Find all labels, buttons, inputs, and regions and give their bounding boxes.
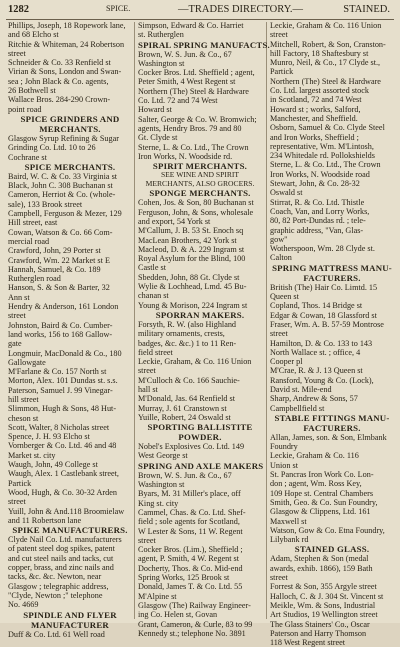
entry-line: Hanson, S. & Son & Barter, 32 — [8, 283, 110, 293]
entry-line: Market st. city — [8, 450, 56, 460]
entry-line: Black, John C. 308 Buchanan st — [8, 181, 113, 191]
entry-line: Cocker Bros. (Lim.), Sheffield ; — [138, 545, 243, 555]
entry-line: Meikle, Wm. & Sons, Industrial — [270, 600, 376, 610]
entry-line: Hamilton, D. & Co. 133 to 143 — [270, 338, 373, 348]
section-heading: MERCHANTS. — [39, 123, 101, 134]
entry-line: Brown, W. S. Jun. & Co., 67 — [138, 470, 232, 480]
entry-line: Castle st — [138, 263, 166, 273]
entry-line: Union st — [270, 460, 298, 470]
entry-line: No. 4669 — [8, 600, 39, 610]
entry-line: badges, &c. &c.) 1 to 11 Ren- — [138, 338, 237, 348]
entry-line: Washington st — [138, 58, 185, 68]
entry-line: Fraser, Wm. A. B. 57-59 Montrose — [270, 319, 384, 329]
entry-line: Co. Ltd. 72 and 74 West — [138, 96, 218, 106]
entry-line: MacLean Brothers, 42 York st — [138, 235, 237, 245]
entry-line: 109 Hope st. Central Chambers — [270, 488, 374, 498]
entry-line: Cowan, Watson & Co. 66 Com- — [8, 227, 113, 237]
entry-line: M'Callum, J. B. 53 St. Enoch sq — [138, 226, 244, 236]
entry-line: hill Factory, 18 Shaftesbury st — [270, 48, 369, 58]
entry-line: ing Co. Helen st, Govan — [138, 610, 218, 620]
entry-line: 234 Whitedale rd. Pollokshields — [270, 151, 375, 161]
entry-line: Yuill, John & And.118 Broomielaw — [8, 506, 125, 516]
entry-line: and 68 Elcho st — [8, 30, 59, 40]
entry-line: Byars, M. 31 Miller's place, off — [138, 489, 241, 499]
entry-line: Adam, Stephen & Son (medal — [270, 554, 369, 564]
header-left-word: SPICE. — [106, 4, 131, 13]
entry-line: cheson st — [8, 413, 39, 423]
entry-line: military ornaments, crests, — [138, 329, 225, 339]
entry-line: Clyde Nail Co. Ltd. manufacturers — [8, 535, 122, 545]
entry-line: M'Farlane & Co. 157 North st — [8, 367, 107, 377]
entry-line: Schneider & Co. 33 Renfield st — [8, 58, 111, 68]
entry-line: Glasgow Syrup Refining & Sugar — [8, 133, 119, 143]
entry-line: Allan, James, son. & Son, Elmbank — [270, 432, 387, 442]
entry-line: Stirrat, R. & Co. Ltd. Thistle — [270, 197, 365, 207]
entry-line: agent, P. Smith, 4 W. Regent st — [138, 554, 239, 564]
entry-line: Murray, J. 61 Cranstown st — [138, 403, 227, 413]
cross-reference: SEE WINE AND SPIRIT — [160, 170, 240, 180]
entry-line: Longmuir, MacDonald & Co., 180 — [8, 348, 122, 358]
entry-line: Kennedy st.; telephone No. 3891 — [138, 628, 246, 638]
entry-line: Wallace Bros. 284-290 Crown- — [8, 95, 111, 105]
entry-line: chanan st — [138, 291, 169, 301]
header-right-word: STAINED. — [343, 4, 390, 15]
entry-line: North Wallace st. ; office, 4 — [270, 347, 361, 357]
entry-line: tacks, &c. &c. Newton, near — [8, 572, 102, 582]
entry-line: Gt. Clyde st — [138, 133, 178, 143]
entry-line: copper, brass, and zinc nails and — [8, 563, 114, 573]
entry-line: W Lester & Sons, 11 W. Regent — [138, 526, 243, 536]
entry-line: Ransford, Young & Co. (Lock), — [270, 375, 374, 385]
entry-line: 80, 82 Port-Dundas rd. ; tele- — [270, 216, 366, 226]
entry-line: Waugh, Alex. 1 Castlebank street, — [8, 469, 119, 479]
entry-line: street — [8, 497, 26, 507]
entry-line: King st. city — [138, 498, 179, 508]
entry-line: Leckie, Graham & Co. 116 Union — [270, 21, 382, 30]
entry-line: Sharp, Andrew & Sons, 57 — [270, 394, 358, 404]
entry-line: gow" — [270, 234, 288, 244]
column-divider — [266, 22, 267, 619]
entry-line: Rutherglen road — [8, 274, 61, 284]
entry-line: Howard st ; works, Salford, — [270, 104, 361, 114]
entry-line: Cammel, Chas. & Co. Ltd. Shef- — [138, 507, 246, 517]
entry-line: awards, exhib. 1866), 159 Bath — [270, 563, 373, 573]
entry-line: Osborn, Samuel & Co. Clyde Steel — [270, 123, 385, 133]
entry-line: Lilybank rd — [270, 535, 309, 545]
section-heading: SPORTING BALLISTITE — [147, 422, 253, 433]
entry-line: Crawford, John, 29 Porter st — [8, 246, 101, 256]
entry-line: Co. Ltd. largest assorted stock — [270, 86, 369, 96]
entry-line: Simpson, Edward & Co. Harriet — [138, 21, 244, 30]
entry-line: Howard st — [138, 105, 172, 115]
entry-line: street — [270, 30, 288, 40]
entry-line: Partick — [8, 478, 32, 488]
entry-line: Oswald st — [270, 188, 303, 198]
entry-line: hill street — [8, 394, 39, 404]
entry-line: Copland, Thos. 14 Bridge st — [270, 301, 363, 311]
entry-line: Virian & Sons, London and Swan- — [8, 67, 122, 77]
entry-line: The Glass Stainers' Co., Oscar — [270, 619, 370, 629]
section-heading: STAINED GLASS. — [294, 544, 370, 555]
entry-line: Watson, Gow & Co. Etna Foundry, — [270, 525, 385, 535]
entry-line: Hannah, Samuel, & Co. 189 — [8, 264, 101, 274]
entry-line: M'Donald, Jas. 64 Renfield st — [138, 394, 235, 404]
entry-line: Manchester, and Sheffield. — [270, 113, 358, 123]
entry-line: Edgar & Cowan, 18 Glassford st — [270, 310, 377, 320]
entry-line: Sbedden, John, 88 Gt. Clyde st — [138, 272, 240, 282]
entry-line: Peter Smith, 4 West Regent st — [138, 77, 236, 87]
entry-line: Gallowgate — [8, 357, 46, 367]
entry-line: Maxwell st — [270, 516, 307, 526]
entry-line: st. Rutherglen — [138, 30, 184, 40]
section-heading: SPIRIT MERCHANTS. — [152, 161, 248, 172]
entry-line: Glasgow (The) Railway Engineer- — [138, 600, 251, 610]
entry-line: Docherty, Thos. & Co. Mid-end — [138, 563, 243, 573]
entry-line: Duff & Co. Ltd. 61 Well road — [8, 629, 105, 639]
entry-line: Cocker Bros. Ltd. Sheffield ; agent, — [138, 68, 255, 78]
header-rule — [6, 19, 394, 20]
entry-line: street — [270, 573, 288, 583]
entry-line: Cooper pl — [270, 357, 303, 367]
cross-reference: MERCHANTS, ALSO GROCERS. — [145, 178, 255, 188]
entry-line: Forrest & Son, 355 Argyle street — [270, 582, 377, 592]
entry-line: Yuille, Robert, 24 Oswald st — [138, 412, 231, 422]
header-center-title: —TRADES DIRECTORY.— — [178, 4, 304, 15]
entry-line: Grinding Co. Ltd. 10 to 26 — [8, 143, 96, 153]
entry-line: 118 West Regent street — [270, 638, 346, 647]
entry-line: and Iron Works, Sheffield ; — [270, 132, 359, 142]
entry-line: field ; sole agents for Scotland, — [138, 517, 240, 527]
section-heading: FACTURERS. — [303, 272, 361, 283]
section-heading: SPICE GRINDERS AND — [20, 113, 120, 124]
entry-line: Brown, W. S. Jun. & Co., 67 — [138, 49, 232, 59]
entry-line: Campbellfield st — [270, 403, 325, 413]
entry-line: street — [8, 48, 26, 58]
entry-line: Scott, Walter, 8 Nicholas street — [8, 422, 110, 432]
entry-line: sale), 133 Brook street — [8, 199, 83, 209]
entry-line: Wood, Hugh, & Co. 30-32 Arden — [8, 487, 117, 497]
entry-line: of patent steel dog spikes, patent — [8, 544, 115, 554]
entry-line: Ferguson, John, & Sons, wholesale — [138, 207, 254, 217]
entry-line: Cameron, Herriot & Co. (whole- — [8, 190, 116, 200]
entry-line: Coach, Van, and Lorry Works, — [270, 206, 370, 216]
section-heading: SPIKE MANUFACTURERS. — [12, 525, 128, 536]
section-heading: FACTURERS. — [303, 422, 361, 433]
entry-line: Stewart, John, & Co. 28-32 — [270, 179, 360, 189]
entry-line: street — [138, 366, 156, 376]
entry-line: Morton, Alex. 101 Dundas st. s.s. — [8, 376, 118, 386]
entry-line: Royal Asylum for the Blind, 100 — [138, 254, 246, 264]
entry-line: Campbell, Ferguson & Mezer, 129 — [8, 209, 122, 219]
entry-line: field street — [138, 347, 173, 357]
entry-line: sea ; John Black & Co. agents, — [8, 76, 109, 86]
entry-line: M'Alpine st — [138, 591, 177, 601]
entry-line: Spring Works, 125 Brook st — [138, 573, 230, 583]
entry-line: St. Pancras Iron Work Co. Lon- — [270, 470, 374, 480]
entry-line: Hill street, east — [8, 218, 58, 228]
entry-line: Ritchie & Whiteman, 24 Robertson — [8, 39, 125, 49]
entry-line: West George st — [138, 451, 188, 461]
entry-line: Young & Morison, 224 Ingram st — [138, 300, 248, 310]
entry-line: Donald, James T. & Co. Ltd. 55 — [138, 582, 243, 592]
section-heading: STABLE FITTINGS MANU- — [274, 412, 390, 423]
entry-line: mercial road — [8, 236, 50, 246]
section-heading: POWDER. — [178, 432, 222, 443]
entry-line: Calton — [270, 253, 292, 263]
section-heading: SPONGE MERCHANTS. — [149, 188, 251, 199]
entry-line: Cohen, Jos. & Son, 80 Buchanan st — [138, 198, 254, 208]
entry-line: Sterne, L. & Co. Ltd., The Crown — [270, 160, 381, 170]
entry-line: Northern (The) Steel & Hardware — [138, 86, 249, 96]
entry-line: Nobel's Explosives Co. Ltd. 149 — [138, 442, 245, 452]
entry-line: Ann st — [8, 292, 30, 302]
entry-line: Leckie, Graham, & Co. 116 Union — [138, 357, 252, 367]
section-heading: SPIRAL SPRING MANUFACTS. — [138, 39, 270, 50]
column-1 — [8, 21, 132, 639]
entry-line: Leckie, Graham & Co. 116 — [270, 451, 359, 461]
entry-line: Waugh, John, 49 College st — [8, 460, 98, 470]
entry-line: Paterson, Samuel J. 99 Vinegar- — [8, 385, 113, 395]
section-heading: MANUFACTURER — [31, 619, 109, 630]
column-2 — [138, 21, 270, 638]
entry-line: Paterson and Harry Thomson — [270, 628, 367, 638]
page-number: 1282 — [8, 4, 29, 15]
entry-line: land works, 156 to 168 Gallow- — [8, 329, 113, 339]
section-heading: SPRING AND AXLE MAKERS — [138, 460, 264, 471]
entry-line: street — [270, 329, 288, 339]
entry-line: Crawford, Wm. 22 Market st E — [8, 255, 110, 265]
entry-line: Macleod, D. & A. 229 Ingram st — [138, 244, 245, 254]
entry-line: Phillips, Joseph, 18 Ropework lane, — [8, 21, 126, 30]
entry-line: Washington st — [138, 480, 185, 490]
entry-line: Glasgow & Clippens, Ltd. 161 — [270, 507, 371, 517]
entry-line: David st. Mile-end — [270, 384, 332, 394]
entry-line: Wotherspoon, Wm. 28 Clyde st. — [270, 244, 375, 254]
entry-line: Wylie & Lochhead, Lmd. 45 Bu- — [138, 282, 247, 292]
entry-line: Salter, George & Co. W. Bromwich; — [138, 114, 257, 124]
entry-line: M'Culloch & Co. 166 Sauchie- — [138, 375, 240, 385]
entry-line: Sterne, L. & Co. Ltd., The Crown — [138, 142, 249, 152]
entry-line: street — [8, 311, 26, 321]
entry-line: British (The) Hair Co. Limtd. 15 — [270, 282, 378, 292]
entry-line: M'Crae, R. & J. 13 Queen st — [270, 366, 363, 376]
entry-line: Grant, Cameron, & Curle, 83 to 99 — [138, 619, 253, 629]
column-3 — [270, 21, 394, 647]
entry-line: Mitchell, Robert, & Son, Cranston- — [270, 39, 386, 49]
entry-line: Foundry — [270, 442, 298, 452]
entry-line: Hendry & Anderson, 161 London — [8, 302, 119, 312]
section-heading: SPRING MATTRESS MANU- — [272, 262, 392, 273]
entry-line: Halloch, C. & J. 304 St. Vincent st — [270, 591, 384, 601]
entry-line: in Scotland, 72 and 74 West — [270, 95, 362, 105]
entry-line: Northern (The) Steel & Hardware — [270, 76, 381, 86]
entry-line: graphic address, "Van, Glas- — [270, 225, 364, 235]
entry-line: hall st — [138, 384, 158, 394]
entry-line: Spence, J. H. 93 Elcho st — [8, 432, 90, 442]
entry-line: Baird, W. C. & Co. 33 Virginia st — [8, 171, 118, 181]
entry-line: street — [138, 535, 156, 545]
entry-line: 26 Bothwell st — [8, 86, 56, 96]
entry-line: don ; agent, Wm. Ross Key, — [270, 479, 362, 489]
entry-line: Forsyth, R. W. (also Highland — [138, 319, 237, 329]
entry-line: Vornberger & Co. Ltd. 46 and 48 — [8, 441, 117, 451]
entry-line: Slimmon, Hugh & Sons, 48 Hut- — [8, 404, 117, 414]
entry-line: Glasgow ; telegraphic address, — [8, 581, 109, 591]
entry-line: agents, Hendry Bros. 79 and 80 — [138, 123, 242, 133]
entry-line: point road — [8, 104, 42, 114]
section-heading: SPORRAN MAKERS. — [155, 309, 245, 320]
entry-line: representative, Wm. M'Lintosh, — [270, 141, 374, 151]
entry-line: "Clyde, Newton ;" telephone — [8, 590, 103, 600]
entry-line: Art Studios, 19 Wellington street — [270, 610, 378, 620]
entry-line: Smith, Geo. & Co. Sun Foundry, — [270, 497, 378, 507]
entry-line: and export, 54 York st — [138, 216, 211, 226]
entry-line: Queen st — [270, 292, 299, 302]
entry-line: Iron Works, N. Woodside road — [270, 169, 370, 179]
entry-line: Partick — [270, 67, 294, 77]
entry-line: and cut steel nails and tacks, cut — [8, 553, 114, 563]
entry-line: Cochrane st — [8, 152, 47, 162]
section-heading: SPINDLE AND FLYER — [23, 609, 117, 620]
entry-line: Munro, Neil, & Co., 17 Clyde st., — [270, 58, 381, 68]
entry-line: and 11 Robertson lane — [8, 515, 82, 525]
running-header — [6, 2, 394, 20]
column-divider — [134, 22, 135, 619]
entry-line: Iron Works, N. Woodside rd. — [138, 151, 233, 161]
entry-line: Johnston, Baird & Co. Cumber- — [8, 320, 113, 330]
entry-line: gate — [8, 339, 22, 349]
section-heading: SPICE MERCHANTS. — [24, 161, 116, 172]
